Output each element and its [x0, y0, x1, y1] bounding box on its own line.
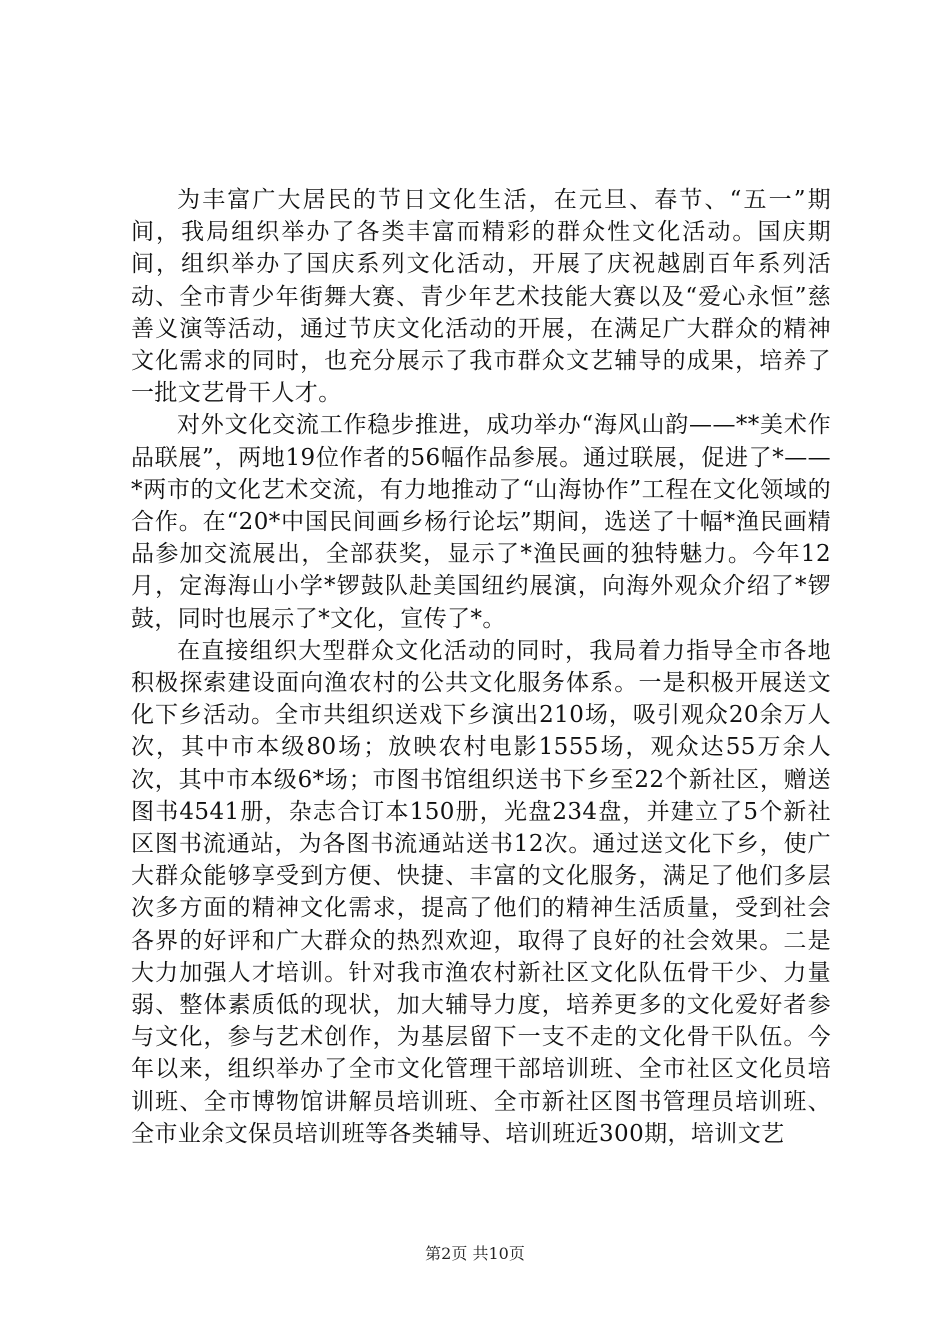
document-body	[131, 184, 831, 1150]
page-footer	[0, 1244, 950, 1264]
paragraph-1: 为丰富广大居民的节日文化生活，在元旦、春节、“五一”期间，我局组织举办了各类丰富而精彩的群众性文化活动。国庆期间，组织举办了国庆系列文化活动，开展了庆祝越剧百年系列活动、全市青少年街舞大赛、青少年艺术技能大赛以及“爱心永恒”慈善义演等活动，通过节庆文化活动的开展，在满足广大群众的精神文化需求的同时，也充分展示了我市群众文艺辅导的成果，培养了一批文艺骨干人才。	[131, 187, 831, 407]
page-total: 共10页	[472, 1244, 525, 1263]
paragraph-2: 对外文化交流工作稳步推进，成功举办“海风山韵——**美术作品联展”，两地19位作者的56幅作品参展。通过联展，促进了*——*两市的文化艺术交流，有力地推动了“山海协作”工程在文化领域的合作。在“20*中国民间画乡杨行论坛”期间，选送了十幅*渔民画精品参加交流展出，全部获奖，显示了*渔民画的独特魅力。今年12月，定海海山小学*锣鼓队赴美国纽约展演，向海外观众介绍了*锣鼓，同时也展示了*文化，宣传了*。	[131, 412, 831, 632]
paragraph-3: 在直接组织大型群众文化活动的同时，我局着力指导全市各地积极探索建设面向渔农村的公共文化服务体系。一是积极开展送文化下乡活动。全市共组织送戏下乡演出210场，吸引观众20余万人次，其中市本级80场；放映农村电影1555场，观众达55万余人次，其中市本级6*场；市图书馆组织送书下乡至22个新社区，赠送图书4541册，杂志合订本150册，光盘234盘，并建立了5个新社区图书流通站，为各图书流通站送书12次。通过送文化下乡，使广大群众能够享受到方便、快捷、丰富的文化服务，满足了他们多层次多方面的精神文化需求，提高了他们的精神生活质量，受到社会各界的好评和广大群众的热烈欢迎，取得了良好的社会效果。二是大力加强人才培训。针对我市渔农村新社区文化队伍骨干少、力量弱、整体素质低的现状，加大辅导力度，培养更多的文化爱好者参与文化，参与艺术创作，为基层留下一支不走的文化骨干队伍。今年以来，组织举办了全市文化管理干部培训班、全市社区文化员培训班、全市博物馆讲解员培训班、全市新社区图书管理员培训班、全市业余文保员培训班等各类辅导、培训班近300期，培训文艺	[131, 637, 831, 1147]
page-number: 第2页	[425, 1244, 468, 1263]
